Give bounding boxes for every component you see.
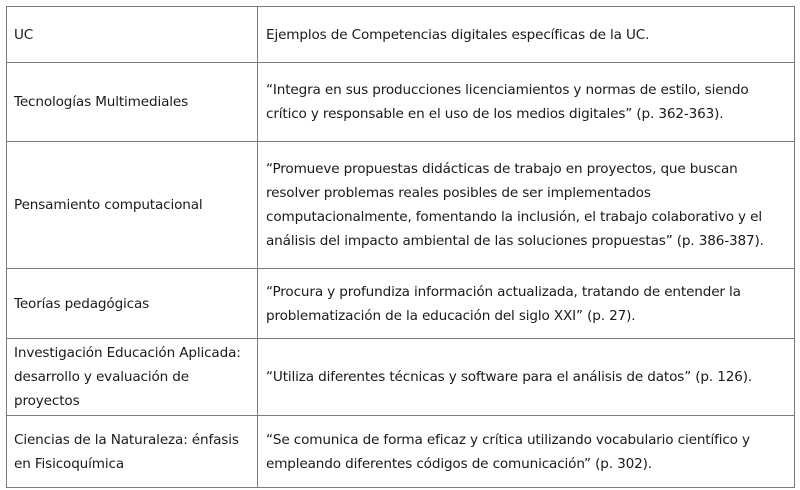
header-uc: UC [7, 7, 258, 63]
uc-cell: Tecnologías Multimediales [7, 63, 258, 142]
uc-cell: Investigación Educación Aplicada: desarrollo y evaluación de proyectos [7, 339, 258, 416]
table-row [7, 416, 795, 488]
table-row [7, 339, 795, 416]
table-header-row [7, 7, 795, 63]
table-row [7, 142, 795, 269]
header-examples: Ejemplos de Competencias digitales específicas de la UC. [258, 7, 795, 63]
example-cell: “Promueve propuestas didácticas de trabajo en proyectos, que buscan resolver problemas reales posibles de ser implementados computacionalmente, fomentando la inclusión, el trabajo colaborativo y el análisis del impacto ambiental de las soluciones propuestas” (p. 386-387). [258, 142, 795, 269]
example-cell: “Utiliza diferentes técnicas y software para el análisis de datos” (p. 126). [258, 339, 795, 416]
competencies-table-container [6, 6, 794, 488]
uc-cell: Pensamiento computacional [7, 142, 258, 269]
competencies-table [6, 6, 795, 488]
table-row [7, 63, 795, 142]
table-row [7, 269, 795, 339]
example-cell: “Integra en sus producciones licenciamientos y normas de estilo, siendo crítico y responsable en el uso de los medios digitales” (p. 362-363). [258, 63, 795, 142]
uc-cell: Teorías pedagógicas [7, 269, 258, 339]
example-cell: “Procura y profundiza información actualizada, tratando de entender la problematización de la educación del siglo XXI” (p. 27). [258, 269, 795, 339]
uc-cell: Ciencias de la Naturaleza: énfasis en Fisicoquímica [7, 416, 258, 488]
example-cell: “Se comunica de forma eficaz y crítica utilizando vocabulario científico y empleando diferentes códigos de comunicación” (p. 302). [258, 416, 795, 488]
